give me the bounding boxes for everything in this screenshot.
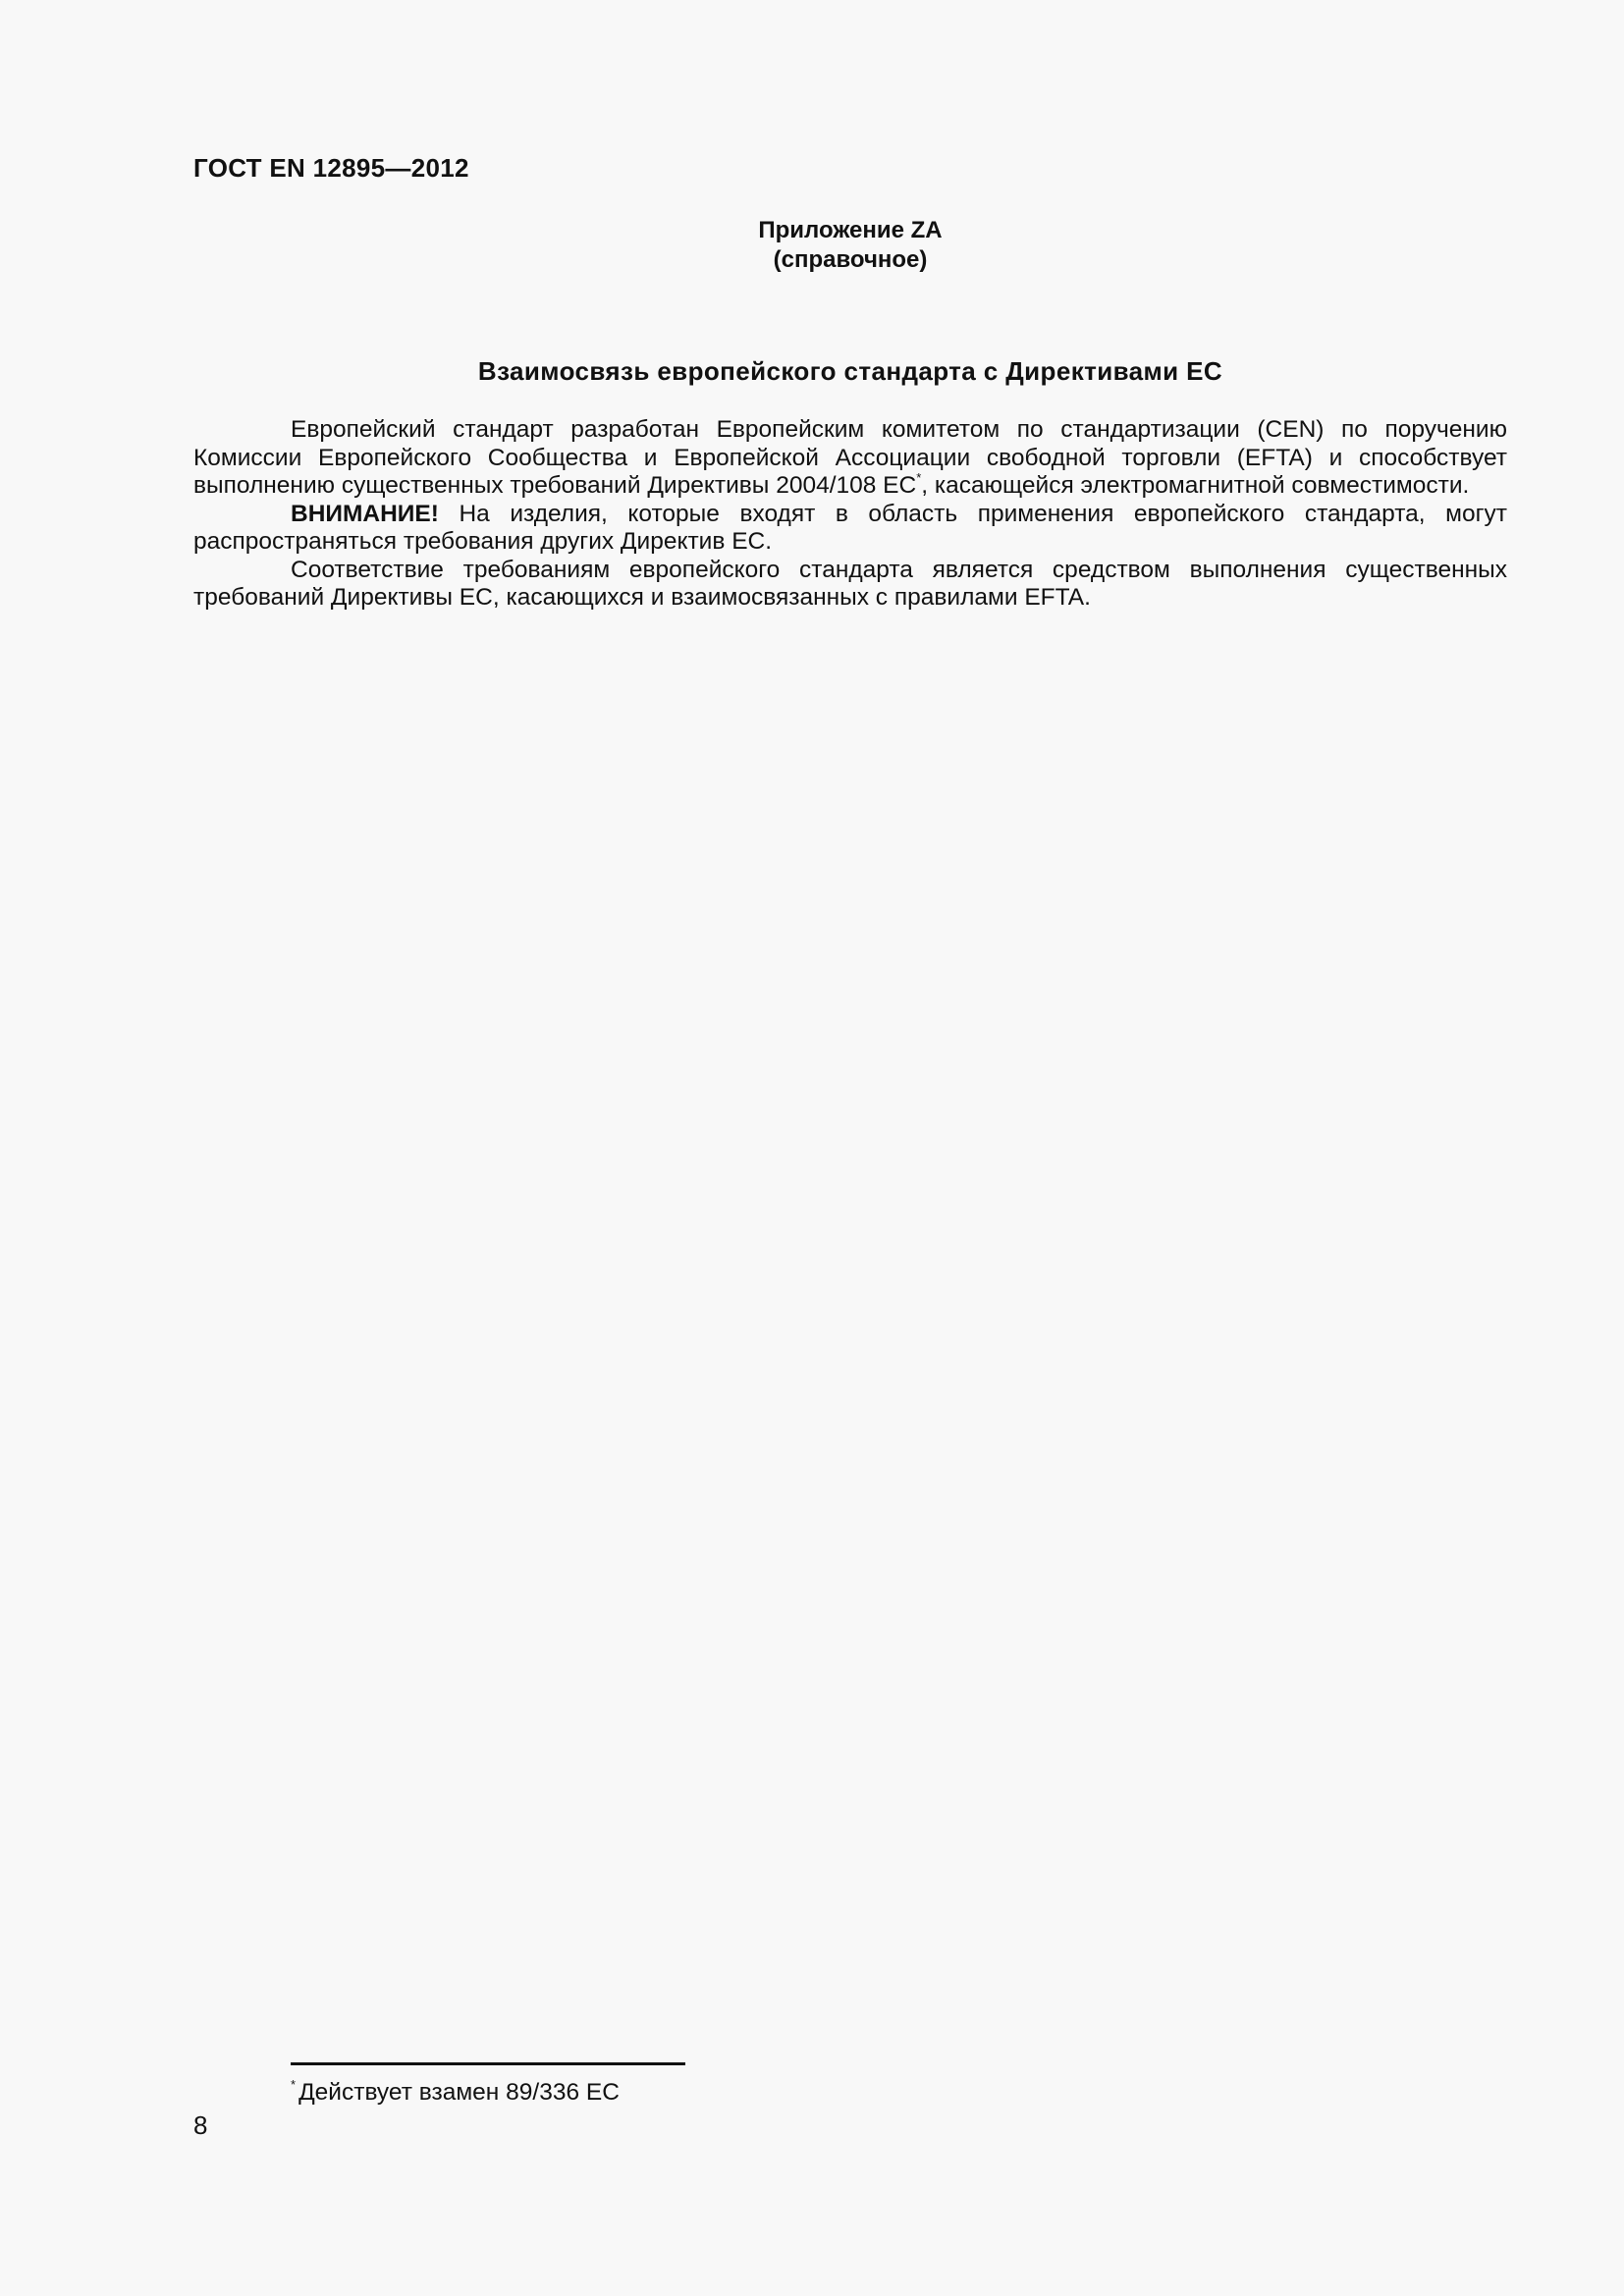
paragraph-2-text: На изделия, которые входят в область применения европейского стандарта, могут распространяться требования других Директив ЕС. — [193, 500, 1507, 555]
footnote-mark: * — [291, 2077, 297, 2092]
paragraph-1 — [193, 416, 1507, 501]
footnote-text: Действует взамен 89/336 ЕС — [298, 2079, 620, 2106]
annex-heading — [193, 216, 1507, 275]
footnote-reference[interactable]: * — [916, 470, 922, 485]
annex-subtitle: (справочное) — [773, 246, 928, 273]
page-number: 8 — [193, 2110, 208, 2140]
paragraph-2 — [193, 501, 1507, 557]
annex-title: Приложение ZA — [758, 217, 943, 243]
body-text — [193, 416, 1507, 613]
paragraph-3: Соответствие требованиям европейского стандарта является средством выполнения существенных требований Директивы ЕС, касающихся и взаимосвязанных с правилами EFTA. — [193, 556, 1507, 611]
paragraph-1-text-end: , касающейся электромагнитной совместимости. — [921, 472, 1470, 499]
paragraph-1-text: Европейский стандарт разработан Европейским комитетом по стандартизации (CEN) по поручению Комиссии Европейского Сообщества и Европейской Ассоциации свободной торговли (EFTA) и способствует выполнению существенных требований Директивы 2004/108 ЕС — [193, 416, 1507, 499]
document-code: ГОСТ EN 12895—2012 — [193, 153, 469, 183]
attention-label: ВНИМАНИЕ! — [291, 500, 439, 527]
footnote-divider — [291, 2062, 685, 2065]
footnote — [291, 2078, 620, 2108]
section-title: Взаимосвязь европейского стандарта с Директивами ЕС — [477, 356, 1223, 386]
